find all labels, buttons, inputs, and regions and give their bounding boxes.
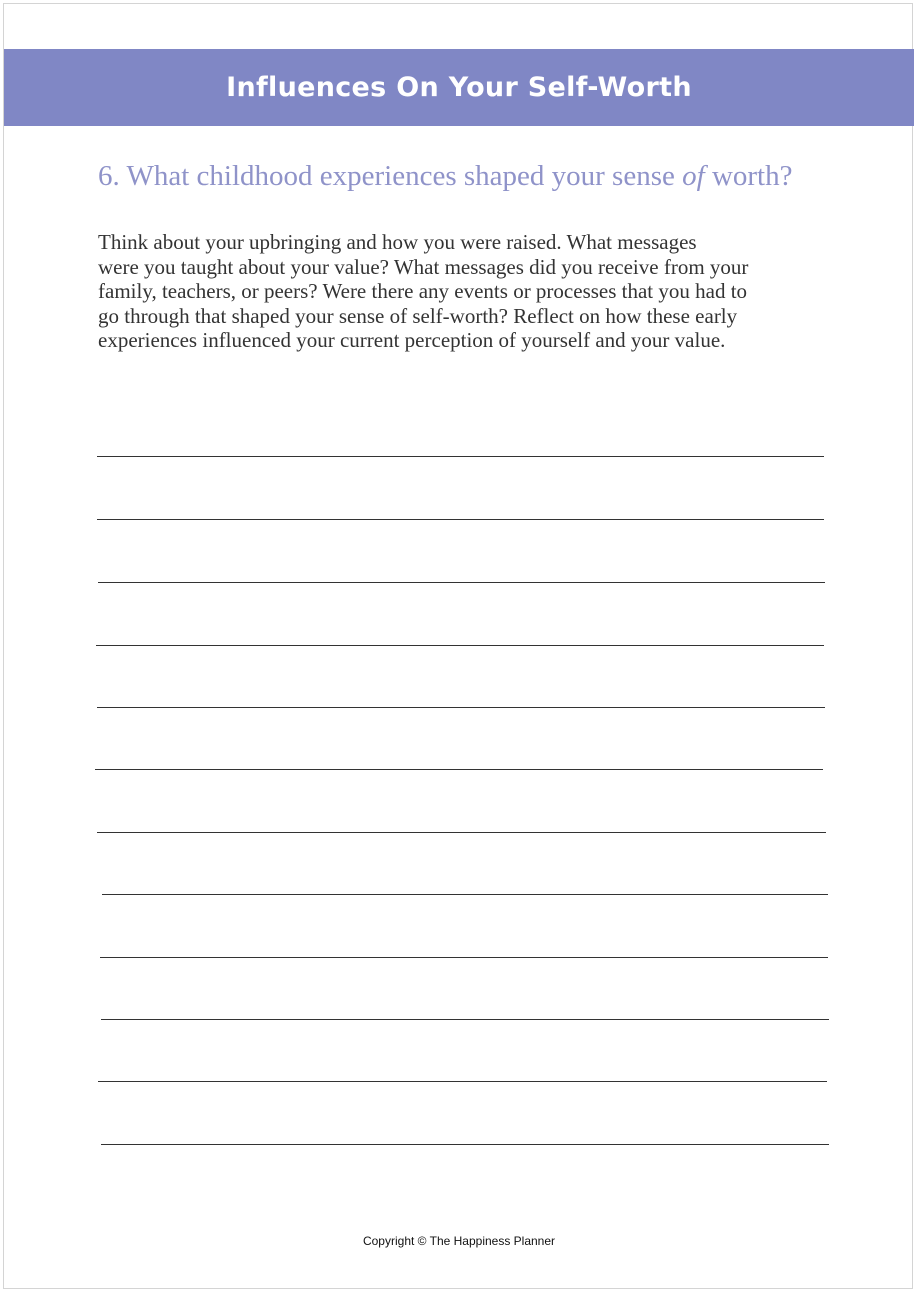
writing-line-1[interactable] [97, 456, 824, 457]
writing-line-10[interactable] [101, 1019, 829, 1020]
writing-line-3[interactable] [98, 582, 825, 583]
prompt-line: were you taught about your value? What messages did you receive from your [98, 254, 749, 279]
writing-line-5[interactable] [97, 707, 825, 708]
writing-line-12[interactable] [101, 1144, 829, 1145]
writing-line-9[interactable] [100, 957, 828, 958]
question-text-start: 6. What childhood experiences shaped your sense [98, 160, 683, 192]
question-text-end: worth? [704, 160, 793, 192]
writing-line-4[interactable] [96, 645, 824, 646]
prompt-line: family, teachers, or peers? Were there any events or processes that you had to [98, 279, 748, 303]
writing-line-11[interactable] [98, 1081, 827, 1082]
prompt-line: go through that shaped your sense of self-worth? Reflect on how these early [98, 303, 738, 328]
prompt-line: Think about your upbringing and how you were raised. What messages [98, 230, 697, 254]
prompt-line: experiences influenced your current perception of yourself and your value. [98, 328, 726, 352]
copyright-footer: Copyright © The Happiness Planner [362, 1234, 556, 1248]
writing-line-7[interactable] [97, 832, 826, 833]
writing-line-6[interactable] [95, 769, 823, 770]
page-title: Influences On Your Self-Worth [226, 72, 692, 103]
question-text-of: of [682, 160, 705, 192]
writing-line-2[interactable] [97, 519, 824, 520]
writing-line-8[interactable] [102, 894, 828, 895]
